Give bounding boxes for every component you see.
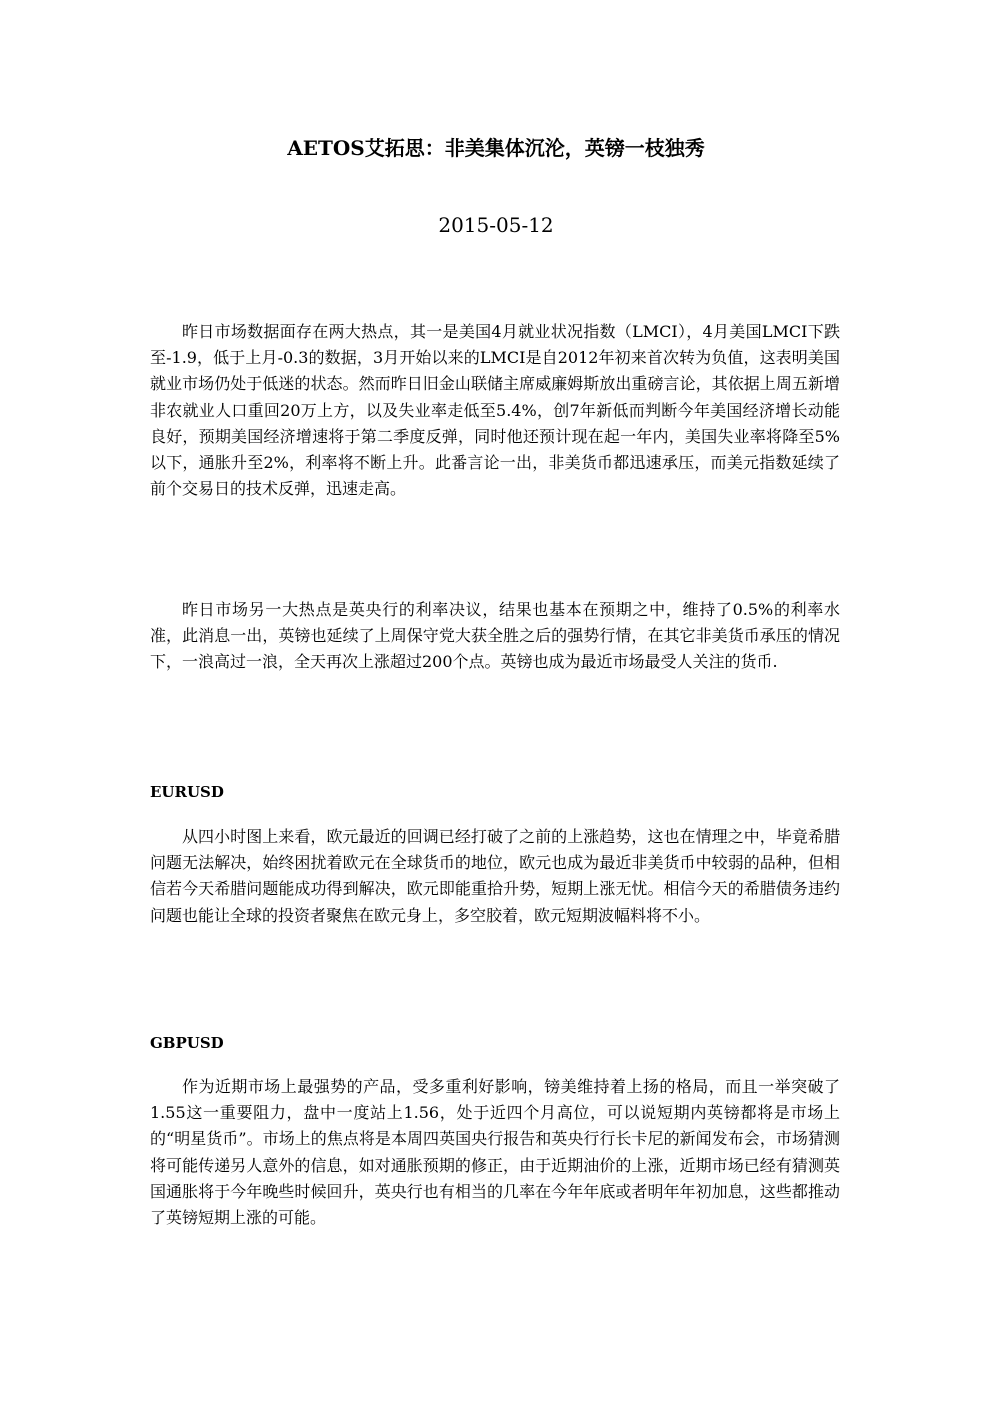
document-title: AETOS艾拓思：非美集体沉沦，英镑一枝独秀 xyxy=(287,136,705,160)
section-heading-eurusd: EURUSD xyxy=(150,783,224,801)
section-paragraph-eurusd: 从四小时图上来看，欧元最近的回调已经打破了之前的上涨趋势，这也在情理之中，毕竟希腊问题无法解决，始终困扰着欧元在全球货币的地位，欧元也成为最近非美货币中较弱的品种，但相信若今天希腊问题能成功得到解决，欧元即能重拾升势，短期上涨无忧。相信今天的希腊债务违约问题也能让全球的投资者聚焦在欧元身上，多空胶着，欧元短期波幅料将不小。 xyxy=(150,827,840,925)
intro-paragraph-boe: 昨日市场另一大热点是英央行的利率决议，结果也基本在预期之中，维持了0.5%的利率水准，此消息一出，英镑也延续了上周保守党大获全胜之后的强势行情，在其它非美货币承压的情况下，一浪高过一浪，全天再次上涨超过200个点。英镑也成为最近市场最受人关注的货币. xyxy=(150,600,840,672)
intro-paragraph-lmci: 昨日市场数据面存在两大热点，其一是美国4月就业状况指数（LMCI），4月美国LMCI下跌至-1.9，低于上月-0.3的数据，3月开始以来的LMCI是自2012年初来首次转为负值，这表明美国就业市场仍处于低迷的状态。然而昨日旧金山联储主席威廉姆斯放出重磅言论，其依据上周五新增非农就业人口重回20万上方，以及失业率走低至5.4%，创7年新低而判断今年美国经济增长动能良好，预期美国经济增速将于第二季度反弹，同时他还预计现在起一年内，美国失业率将降至5%以下，通胀升至2%，利率将不断上升。此番言论一出，非美货币都迅速承压，而美元指数延续了前个交易日的技术反弹，迅速走高。 xyxy=(150,322,840,499)
section-paragraph-gbpusd: 作为近期市场上最强势的产品，受多重利好影响，镑美维持着上扬的格局，而且一举突破了1.55这一重要阻力，盘中一度站上1.56，处于近四个月高位，可以说短期内英镑都将是市场上的“明星货币”。市场上的焦点将是本周四英国央行报告和英央行行长卡尼的新闻发布会，市场猜测将可能传递另人意外的信息，如对通胀预期的修正，由于近期油价的上涨，近期市场已经有猜测英国通胀将于今年晚些时候回升，英央行也有相当的几率在今年年底或者明年年初加息，这些都推动了英镑短期上涨的可能。 xyxy=(150,1077,840,1228)
document-date: 2015-05-12 xyxy=(438,213,554,237)
section-heading-gbpusd: GBPUSD xyxy=(150,1034,224,1052)
